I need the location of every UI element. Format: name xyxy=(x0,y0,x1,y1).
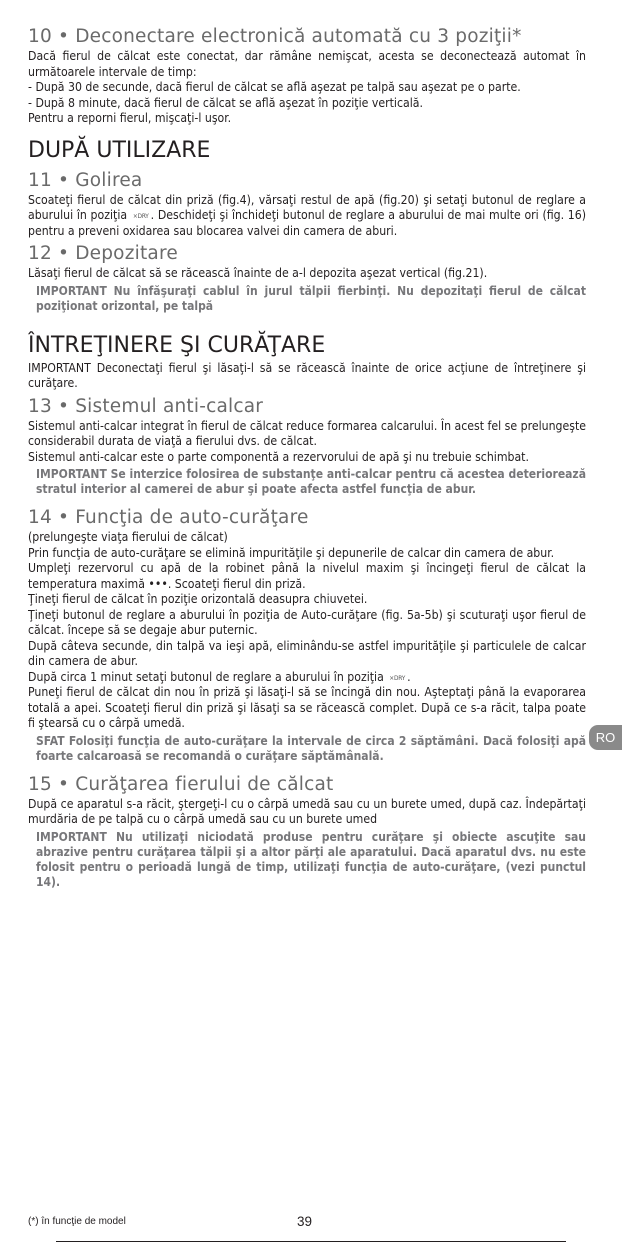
section-12-title: 12 • Depozitare xyxy=(28,243,178,264)
section-14-body xyxy=(28,530,586,732)
heading-intretinere: ÎNTREŢINERE ŞI CURĂŢARE xyxy=(28,332,326,358)
section-11-body xyxy=(28,193,586,240)
page-content xyxy=(28,0,586,890)
section-15-note: IMPORTANT Nu utilizaţi niciodată produse pentru curăţare şi obiecte ascuţite sau abrazive pentru curăţarea tălpii şi a altor părţi ale aparatului. Dacă aparatul dvs. nu este folosit pentru o perioadă lungă de timp, utilizaţi funcţia de auto-curăţare, (vezi punctul 14). xyxy=(36,829,586,889)
section-12-note: IMPORTANT Nu înfăşuraţi cablul în jurul tălpii fierbinţi. Nu depozitaţi fierul de călcat poziţionat orizontal, pe talpă xyxy=(36,283,586,313)
section-11-title: 11 • Golirea xyxy=(28,169,143,191)
page-number: 39 xyxy=(297,1214,313,1229)
section-10-body: Dacă fierul de călcat este conectat, dar rămâne nemişcat, acesta se deconectează automat în următoarele intervale de timp: - După 30 de secunde, dacă fierul de călcat se află aşezat pe talpă sau aşezat pe o parte. - După 8 minute, dacă fierul de călcat se află aşezat în poziţie verticală. Pentru a reporni fierul, mişcaţi-l uşor. xyxy=(28,49,586,125)
section-13-body: Sistemul anti-calcar integrat în fierul de călcat reduce formarea calcarului. În acest fel se prelungeşte considerabil durata de viaţă a fierului dvs. de călcat. Sistemul anti-calcar este o parte componentă a rezervorului de apă şi nu trebuie schimbat. xyxy=(28,418,586,464)
steam-off-dry-icon: ⨯DRY xyxy=(132,212,149,220)
section-14-body-b: . Puneţi fierul de călcat din nou în priză şi lăsaţi-l să se încingă din nou. Aşteptaţi până la evaporarea totală a apei. Scoateţi fierul din priză şi lăsaţi sa se răcească complet. După ce s-a răcit, talpa poate fi ştearsă cu o cârpă umedă. xyxy=(28,669,586,730)
dry-label: DRY xyxy=(137,212,149,220)
footnote: (*) în funcţie de model xyxy=(28,1216,126,1227)
heading-dupa-utilizare: DUPĂ UTILIZARE xyxy=(28,137,211,163)
section-12-body: Lăsaţi fierul de călcat să se răcească înainte de a-l depozita aşezat vertical (fig.21). xyxy=(28,266,488,280)
section-14-body-a: (prelungeşte viaţa fierului de călcat) Prin funcţia de auto-curăţare se elimină impurităţile şi depunerile de calcar din camera de abur. Umpleţi rezervorul cu apă de la robinet până la nivelul maxim şi încingeţi fierul de călcat la temperatura maximă •••. Scoateţi fierul din priză. Ţineţi fierul de călcat în poziţie orizontală deasupra chiuvetei. Ţineţi butonul de reglare a aburului în poziţia de Auto-curăţare (fig. 5a-5b) şi scuturaţi uşor fierul de călcat. începe să se degaje abur puternic. După câteva secunde, din talpă va ieşi apă, eliminându-se astfel impurităţile şi particulele de calcar din camera de abur. După circa 1 minut setaţi butonul de reglare a aburului în poziţia xyxy=(28,530,586,684)
section-10-title: 10 • Deconectare electronică automată cu 3 poziţii* xyxy=(28,26,522,47)
section-11-body-a: Scoateţi fierul de călcat din priză (fig.4), vărsaţi restul de apă (fig.20) şi setaţi butonul de reglare a aburului în poziţia xyxy=(28,192,586,222)
section-15-title: 15 • Curăţarea fierului de călcat xyxy=(28,773,334,795)
language-tab-ro: RO xyxy=(589,725,622,750)
section-15-body: După ce aparatul s-a răcit, ştergeţi-l cu o cârpă umedă sau cu un burete umed, după caz. Îndepărtaţi murdăria de pe talpă cu o cârpă umedă sau cu un burete umed xyxy=(28,796,586,826)
section-14-note: SFAT Folosiţi funcţia de auto-curăţare la intervale de circa 2 săptămâni. Dacă folosiţi apă foarte calcaroasă se recomandă o curăţare săptămânală. xyxy=(36,733,586,763)
section-11-body-b: . Deschideţi şi închideţi butonul de reglare a aburului de mai multe ori (fig. 16) pentru a preveni oxidarea sau blocarea valvei din camera de aburi. xyxy=(28,208,587,238)
section-13-title: 13 • Sistemul anti-calcar xyxy=(28,395,264,417)
section-13-note: IMPORTANT Se interzice folosirea de substanţe anti-calcar pentru că acestea deteriorează stratul interior al camerei de abur şi poate afecta astfel funcţia de abur. xyxy=(36,467,586,496)
section-14-title: 14 • Funcţia de auto-curăţare xyxy=(28,507,309,528)
dry-label: DRY xyxy=(394,673,406,682)
intretinere-body: IMPORTANT Deconectaţi fierul şi lăsaţi-l să se răcească înainte de orice acţiune de întreţinere şi curăţare. xyxy=(28,360,586,390)
steam-off-dry-icon: ⨯DRY xyxy=(389,673,406,682)
footer-divider xyxy=(56,1241,566,1242)
